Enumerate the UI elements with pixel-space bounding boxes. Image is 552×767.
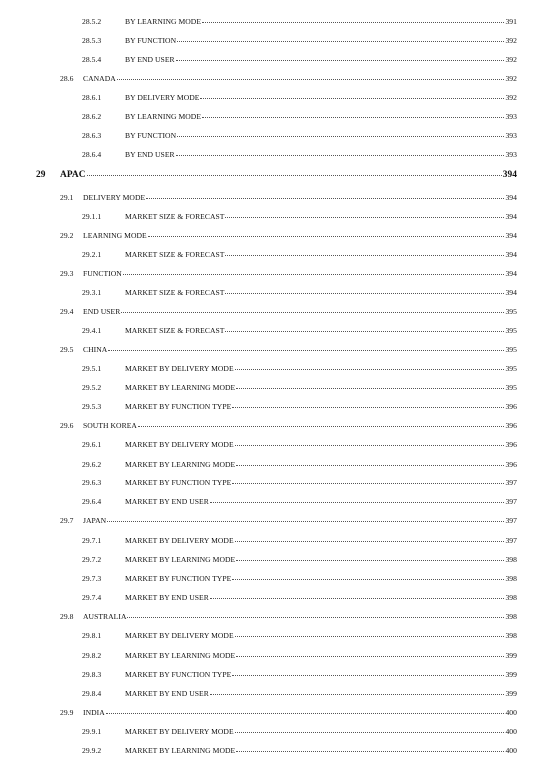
dot-leader [117,79,505,80]
dot-leader [232,579,504,580]
entry-number: 28.5.4 [82,55,102,64]
toc-entry[interactable] [82,112,517,121]
dot-leader [225,255,504,256]
entry-number: 28.5.2 [82,17,102,26]
dot-leader [121,312,504,313]
toc-entry[interactable] [82,383,517,392]
entry-title: MARKET BY LEARNING MODE [125,555,236,564]
entry-page-number: 399 [505,651,517,660]
entry-page-number: 399 [505,670,517,679]
entry-title: MARKET BY DELIVERY MODE [125,727,234,736]
dot-leader [200,98,504,99]
entry-page-number: 400 [505,727,517,736]
entry-title: MARKET BY LEARNING MODE [125,383,236,392]
entry-title: APAC [60,170,86,180]
entry-page-number: 394 [502,170,517,180]
dot-leader [236,751,504,752]
dot-leader [202,117,504,118]
entry-page-number: 396 [505,460,517,469]
entry-number: 29.5.2 [82,383,102,392]
entry-page-number: 398 [505,555,517,564]
entry-number: 29.7.2 [82,555,102,564]
dot-leader [232,407,504,408]
entry-title: MARKET SIZE & FORECAST [125,326,225,335]
toc-entry[interactable] [82,402,517,411]
entry-title: MARKET BY END USER [125,593,209,602]
entry-title: FUNCTION [83,269,122,278]
entry-title: BY DELIVERY MODE [125,93,200,102]
entry-title: MARKET BY LEARNING MODE [125,651,236,660]
entry-title: MARKET BY LEARNING MODE [125,460,236,469]
toc-entry[interactable] [60,231,517,240]
entry-number: 29.8.1 [82,631,102,640]
entry-number: 29.8.3 [82,670,102,679]
entry-title: MARKET BY LEARNING MODE [125,746,236,755]
toc-entry[interactable] [82,478,517,487]
dot-leader [236,560,504,561]
dot-leader [127,617,504,618]
dot-leader [176,155,505,156]
entry-number: 29 [36,170,46,180]
entry-number: 29.9.1 [82,727,102,736]
entry-page-number: 395 [505,364,517,373]
entry-title: MARKET BY END USER [125,689,209,698]
entry-title: MARKET BY FUNCTION TYPE [125,402,232,411]
entry-number: 29.6.3 [82,478,102,487]
dot-leader [235,369,505,370]
toc-entry[interactable] [82,288,517,297]
toc-entry[interactable] [82,326,517,335]
entry-page-number: 391 [505,17,517,26]
entry-number: 29.9 [60,708,74,717]
toc-entry[interactable] [60,193,517,202]
entry-page-number: 394 [505,193,517,202]
entry-title: DELIVERY MODE [83,193,146,202]
toc-entry[interactable] [60,421,517,430]
dot-leader [107,521,504,522]
toc-entry[interactable] [60,74,517,83]
toc-entry[interactable] [82,727,517,736]
entry-page-number: 396 [505,421,517,430]
entry-title: BY FUNCTION [125,131,177,140]
dot-leader [235,541,505,542]
entry-page-number: 392 [505,93,517,102]
entry-number: 28.6.2 [82,112,102,121]
entry-number: 29.6.4 [82,497,102,506]
entry-page-number: 397 [505,478,517,487]
toc-entry[interactable] [82,670,517,679]
toc-entry[interactable] [60,269,517,278]
entry-title: SOUTH KOREA [83,421,137,430]
toc-entry[interactable] [82,555,517,564]
entry-page-number: 398 [505,631,517,640]
toc-entry[interactable] [82,460,517,469]
entry-page-number: 394 [505,269,517,278]
entry-page-number: 394 [505,212,517,221]
entry-number: 29.6 [60,421,74,430]
entry-page-number: 398 [505,612,517,621]
entry-title: BY LEARNING MODE [125,112,202,121]
toc-entry[interactable] [60,612,517,621]
entry-page-number: 393 [505,131,517,140]
entry-number: 29.2.1 [82,250,102,259]
toc-entry[interactable] [82,131,517,140]
entry-title: BY END USER [125,150,175,159]
dot-leader [108,350,504,351]
dot-leader [146,198,504,199]
toc-entry[interactable] [82,36,517,45]
entry-number: 28.6.1 [82,93,102,102]
dot-leader [202,22,504,23]
entry-number: 29.7 [60,516,74,525]
dot-leader [177,41,504,42]
dot-leader [106,713,505,714]
entry-number: 29.3 [60,269,74,278]
entry-title: MARKET BY DELIVERY MODE [125,440,234,449]
entry-page-number: 393 [505,112,517,121]
entry-title: MARKET BY FUNCTION TYPE [125,574,232,583]
toc-entry[interactable] [60,708,517,717]
entry-number: 28.6.4 [82,150,102,159]
entry-title: MARKET BY DELIVERY MODE [125,631,234,640]
entry-title: CANADA [83,74,116,83]
dot-leader [210,694,505,695]
entry-page-number: 392 [505,74,517,83]
toc-chapter-entry[interactable] [36,170,517,180]
entry-number: 29.3.1 [82,288,102,297]
dot-leader [176,60,505,61]
entry-title: MARKET SIZE & FORECAST [125,250,225,259]
entry-page-number: 394 [505,288,517,297]
entry-number: 29.2 [60,231,74,240]
entry-number: 29.7.1 [82,536,102,545]
toc-entry[interactable] [82,651,517,660]
entry-title: MARKET SIZE & FORECAST [125,288,225,297]
entry-page-number: 398 [505,574,517,583]
entry-page-number: 395 [505,326,517,335]
dot-leader [236,465,504,466]
toc-entry[interactable] [82,440,517,449]
entry-title: BY LEARNING MODE [125,17,202,26]
toc-entry[interactable] [82,574,517,583]
entry-page-number: 399 [505,689,517,698]
entry-title: AUSTRALIA [83,612,127,621]
dot-leader [236,656,504,657]
entry-number: 29.8.2 [82,651,102,660]
entry-title: MARKET BY DELIVERY MODE [125,536,234,545]
entry-page-number: 394 [505,250,517,259]
entry-page-number: 392 [505,55,517,64]
dot-leader [235,636,505,637]
dot-leader [225,293,504,294]
entry-page-number: 392 [505,36,517,45]
entry-page-number: 393 [505,150,517,159]
entry-title: BY FUNCTION [125,36,177,45]
entry-title: MARKET BY FUNCTION TYPE [125,670,232,679]
entry-page-number: 394 [505,231,517,240]
toc-entry[interactable] [82,497,517,506]
toc-entry[interactable] [82,593,517,602]
toc-entry[interactable] [82,212,517,221]
entry-number: 29.5.3 [82,402,102,411]
dot-leader [225,331,504,332]
entry-number: 29.4.1 [82,326,102,335]
toc-entry[interactable] [82,55,517,64]
toc-entry[interactable] [82,364,517,373]
toc-entry[interactable] [60,516,517,525]
entry-number: 28.6.3 [82,131,102,140]
entry-number: 29.8 [60,612,74,621]
dot-leader [210,502,505,503]
entry-number: 29.1 [60,193,74,202]
entry-number: 28.6 [60,74,74,83]
entry-page-number: 400 [505,708,517,717]
entry-title: END USER [83,307,121,316]
entry-title: MARKET BY DELIVERY MODE [125,364,234,373]
toc-entry[interactable] [82,746,517,755]
dot-leader [210,598,505,599]
entry-title: JAPAN [83,516,107,525]
entry-title: INDIA [83,708,105,717]
entry-number: 29.9.2 [82,746,102,755]
dot-leader [232,483,504,484]
entry-page-number: 397 [505,536,517,545]
toc-entry[interactable] [82,689,517,698]
entry-page-number: 396 [505,440,517,449]
toc-entry[interactable] [82,250,517,259]
dot-leader [235,445,505,446]
toc-entry[interactable] [82,536,517,545]
entry-number: 28.5.3 [82,36,102,45]
entry-page-number: 395 [505,307,517,316]
entry-title: LEARNING MODE [83,231,147,240]
entry-page-number: 397 [505,497,517,506]
dot-leader [123,274,505,275]
entry-number: 29.6.1 [82,440,102,449]
dot-leader [235,732,505,733]
entry-page-number: 395 [505,383,517,392]
entry-number: 29.7.3 [82,574,102,583]
toc-entry[interactable] [82,150,517,159]
entry-title: MARKET BY FUNCTION TYPE [125,478,232,487]
entry-title: BY END USER [125,55,175,64]
entry-number: 29.4 [60,307,74,316]
dot-leader [236,388,504,389]
entry-title: CHINA [83,345,108,354]
toc-entry[interactable] [82,93,517,102]
toc-entry[interactable] [60,345,517,354]
entry-page-number: 398 [505,593,517,602]
dot-leader [232,675,504,676]
entry-page-number: 400 [505,746,517,755]
entry-page-number: 395 [505,345,517,354]
entry-title: MARKET BY END USER [125,497,209,506]
entry-page-number: 397 [505,516,517,525]
entry-title: MARKET SIZE & FORECAST [125,212,225,221]
toc-entry[interactable] [60,307,517,316]
dot-leader [138,426,505,427]
entry-number: 29.5 [60,345,74,354]
dot-leader [87,175,502,176]
entry-number: 29.7.4 [82,593,102,602]
dot-leader [148,236,505,237]
dot-leader [225,217,504,218]
toc-entry[interactable] [82,17,517,26]
entry-number: 29.5.1 [82,364,102,373]
entry-number: 29.1.1 [82,212,102,221]
toc-entry[interactable] [82,631,517,640]
entry-number: 29.8.4 [82,689,102,698]
dot-leader [177,136,504,137]
entry-number: 29.6.2 [82,460,102,469]
entry-page-number: 396 [505,402,517,411]
